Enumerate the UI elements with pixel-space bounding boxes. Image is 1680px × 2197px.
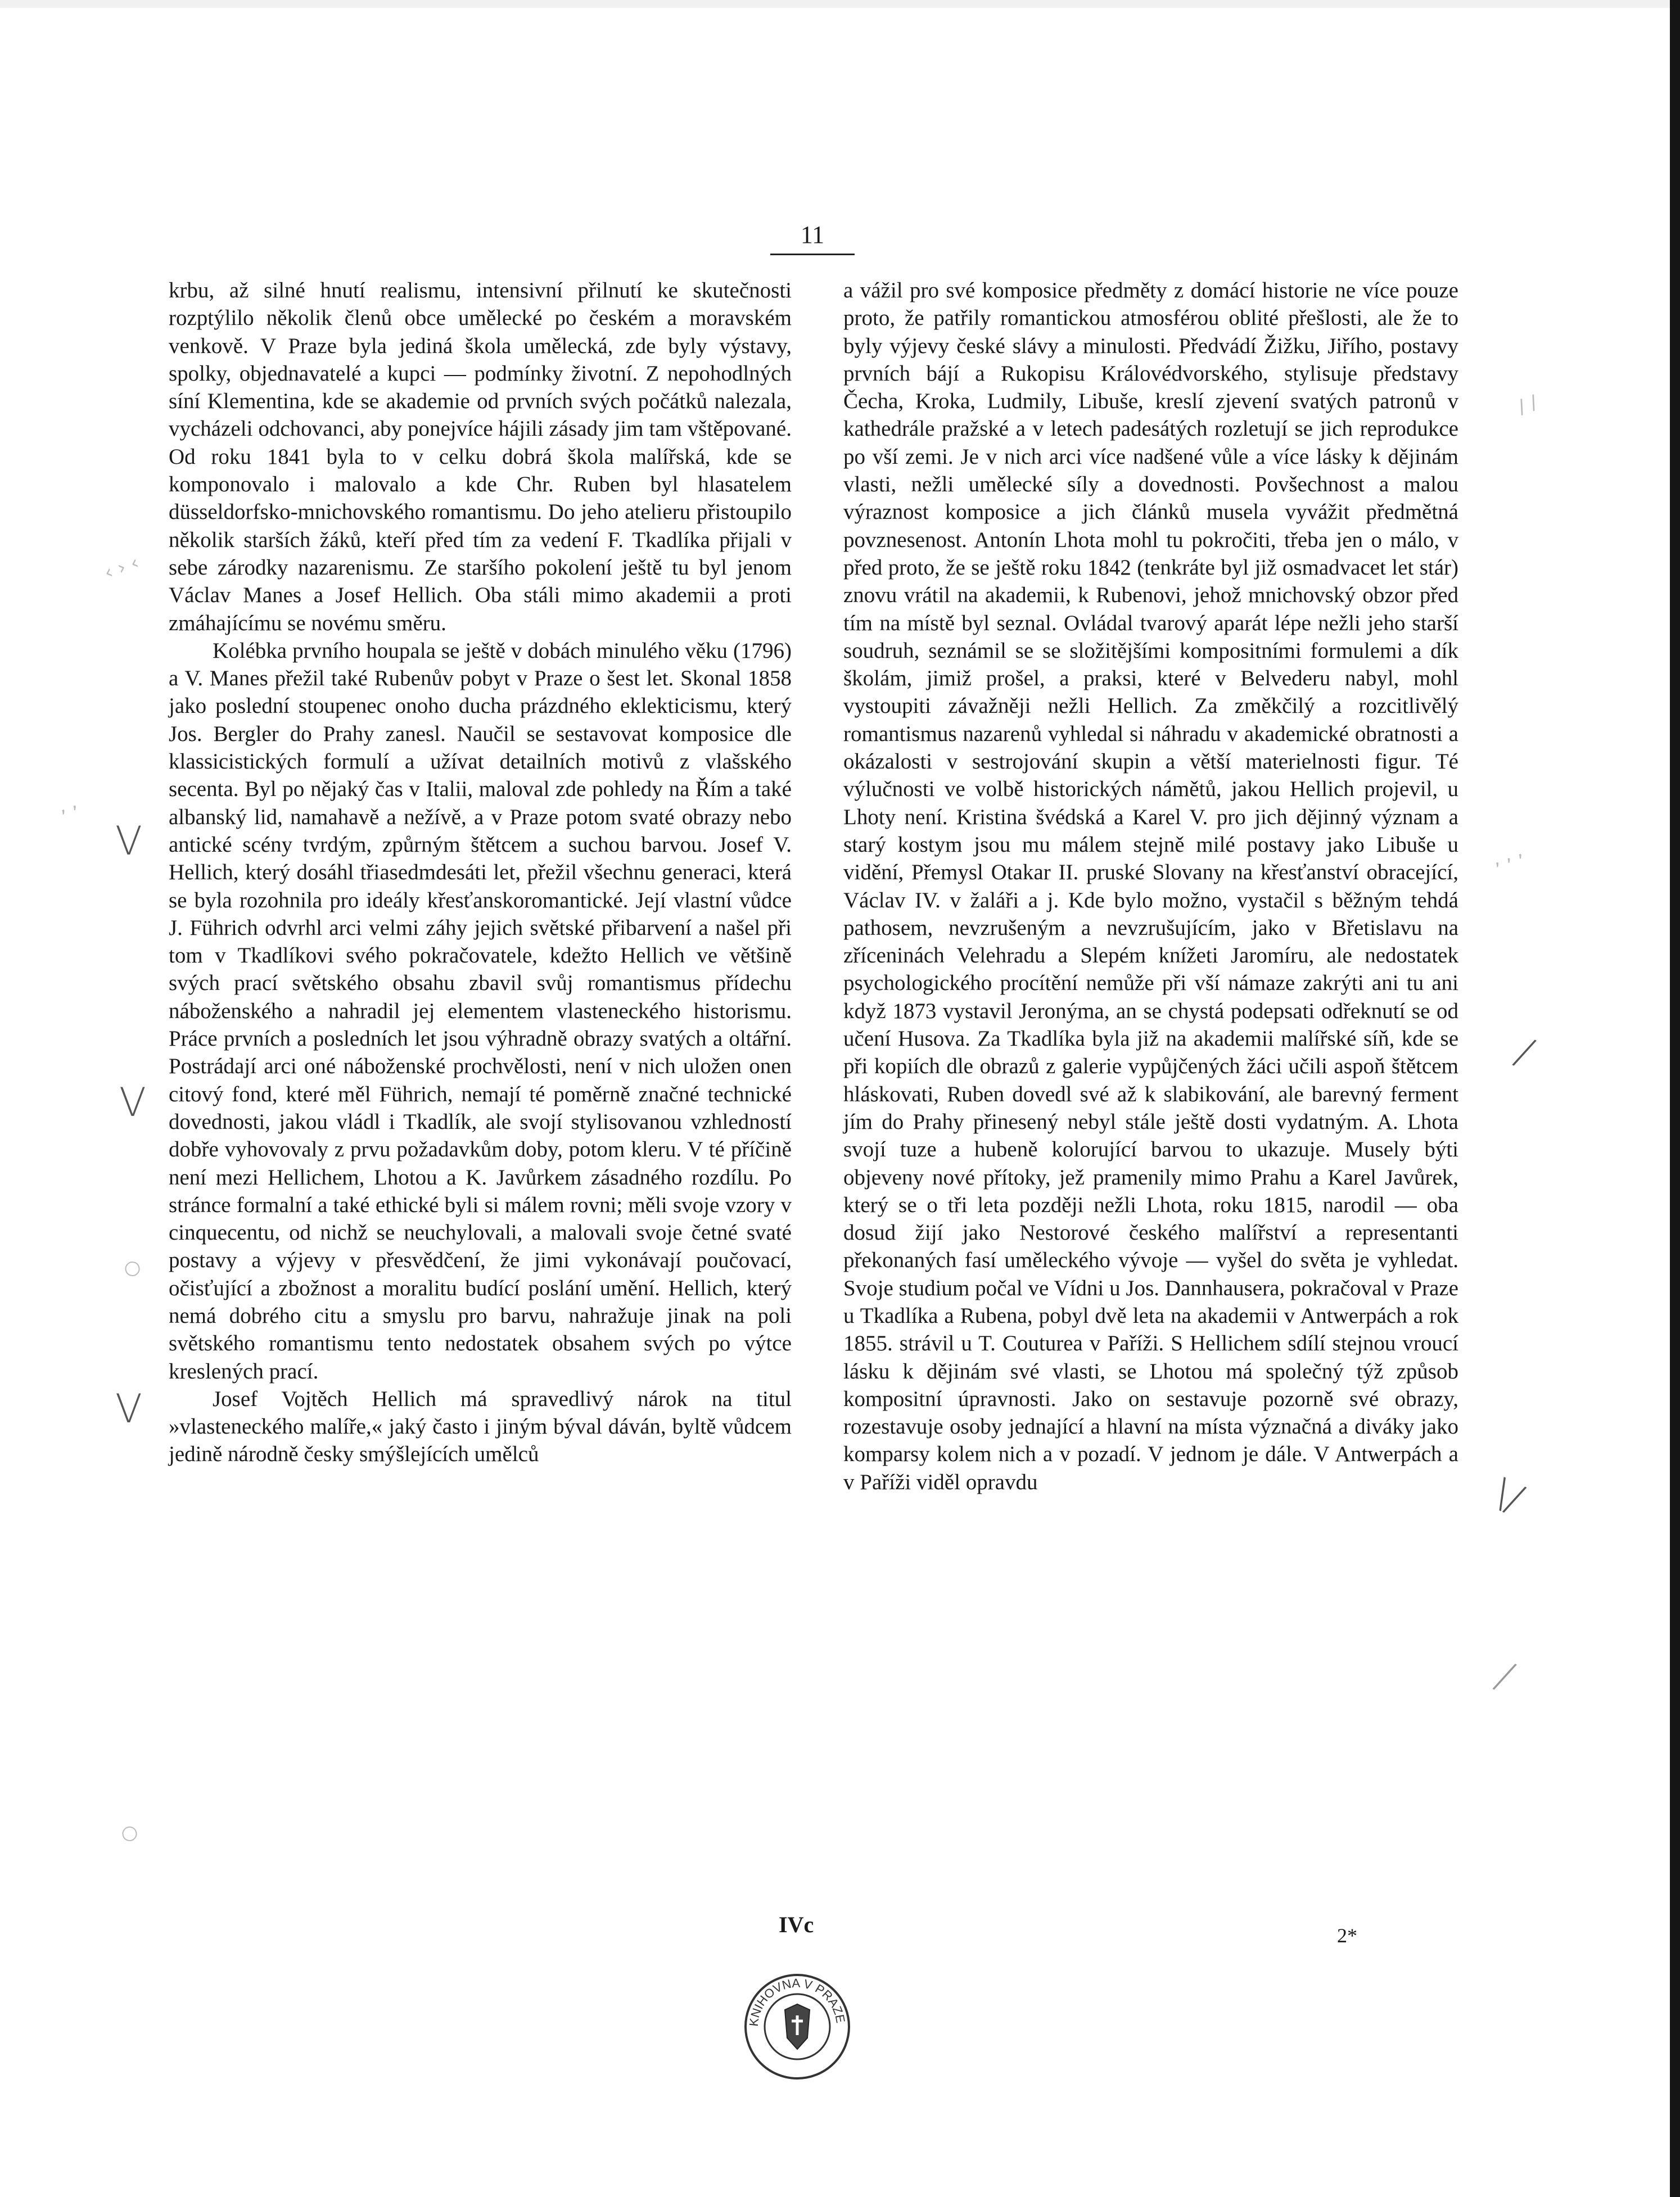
- faint-pencil-mark: ʼ ʼ ʼ: [1492, 849, 1529, 882]
- sheet-mark: 2*: [1337, 1924, 1357, 1947]
- scan-right-edge: [1670, 0, 1680, 2197]
- signature-mark: IVc: [779, 1912, 814, 1937]
- margin-checkmark: V: [115, 818, 142, 864]
- stamp-text: KNIHOVNA V PRAZE: [746, 1976, 848, 2027]
- faint-pencil-mark: ○: [120, 1254, 144, 1281]
- page-number: 11: [770, 220, 855, 255]
- left-paragraph-1: krbu, až silné hnutí realismu, intensivní přilnutí ke skutečnosti rozptýlilo několik členů obce umělecké po českém a moravském venkově. V Praze byla jediná škola umělecká, zde byly výstavy, spolky, objednavatelé a kupci — podmínky životní. Z nepohodlných síní Klementina, kde se akademie od prvních svých počátků nalezala, vycházeli odchovanci, aby ponejvíce hájili zásady jim tam vštěpované. Od roku 1841 byla to v celku dobrá škola malířská, kde se komponovalo i malovalo a kde Chr. Ruben byl hlasatelem düsseldorfsko-mnichovského romantismu. Do jeho atelieru přistoupilo několik starších žáků, kteří před tím za vedení F. Tkadlíka přijali v sebe zárodky nazarenismu. Ze staršího pokolení ještě tu byl jenom Václav Manes a Josef Hellich. Oba stáli mimo akademii a proti zmáhajícímu se novému směru.: [169, 278, 792, 635]
- margin-checkmark: V: [119, 1079, 146, 1125]
- margin-checkmark: /: [1489, 1652, 1521, 1700]
- left-column: [169, 277, 792, 1468]
- left-paragraph-2: Kolébka prvního houpala se ještě v dobách minulého věku (1796) a V. Manes přežil také Rubenův pobyt v Praze o šest let. Skonal 1858 jako poslední stoupenec onoho ducha prázdného eklekticismu, který Jos. Bergler do Prahy zanesl. Naučil se sestavovat komposice dle klassicistických formulí a užívat detailních motivů z vlašského secenta. Byl po nějaký čas v Italii, maloval zde pohledy na Řím a také albanský lid, namahavě a nežívě, a v Praze potom svaté obrazy nebo antické scény tvrdým, způrným štětcem a suchou barvou. Josef V. Hellich, který dosáhl třiasedmdesáti let, přežil všechnu generaci, která se byla rozohnila pro ideály křesťanskoromantické. Její vlastní vůdce J. Führich odvrhl arci velmi záhy jejich světské přibarvení a našel při tom v Tkadlíkovi svého pokračovatele, kdežto Hellich ve většině svých prací světského obsahu zbavil svůj romantismus přídechu náboženského a nahradil jej elementem vlasteneckého historismu. Práce prvních a posledních let jsou výhradně obrazy svatých a oltářní. Postrádají arci oné náboženské prochvělosti, není v nich uložen onen citový fond, které měl Führich, nemají té poměrně značné technické dovednosti, jakou vládl i Tkadlík, ale svojí stylisovanou vzhledností dobře vyhovovaly z prvu požadavkům doby, potom kleru. V té příčině není mezi Hellichem, Lhotou a K. Javůrkem zásadného rozdílu. Po stránce formalní a také ethické byli si málem rovni; měli svoje vzory v cinquecentu, od nichž se neuchylovali, a malovali svoje četné svaté postavy a výjevy v přesvědčení, že jimi vykonávají poučovací, očisťující a zbožnost a moralitu budící poslání umění. Hellich, který nemá dobrého citu a smyslu pro barvu, nahražuje jinak na poli světského romantismu tento nedostatek obsahem svých po výtce kreslených prací.: [169, 638, 792, 1384]
- faint-pencil-mark: / /: [1515, 391, 1541, 419]
- margin-checkmark: V: [115, 1386, 142, 1432]
- library-stamp: [741, 1970, 853, 2083]
- right-column: [843, 277, 1458, 1496]
- left-paragraph-3: Josef Vojtěch Hellich má spravedlivý nárok na titul »vlasteneckého malíře,« jaký často i jiným býval dáván, byltě vůdcem jedině národně česky smýšlejících umělců: [169, 1386, 792, 1467]
- faint-pencil-mark: ʼ ʼ: [58, 801, 84, 829]
- faint-pencil-mark: ○: [118, 1819, 141, 1846]
- faint-pencil-mark: ‹ › ‹: [101, 551, 142, 585]
- margin-checkmark: /: [1509, 1028, 1541, 1076]
- right-paragraph-1: a vážil pro své komposice předměty z domácí historie ne více pouze proto, že patřily romantickou atmosférou oblité přešlosti, ale že to byly výjevy české slávy a minulosti. Předvádí Žižku, Jiřího, postavy prvních bájí a Rukopisu Královédvorského, stylisuje představy Čecha, Kroka, Ludmily, Libuše, kreslí zjevení svatých patronů v kathedrále pražské a v letech padesátých rozletují se jich reprodukce po vší zemi. Je v nich arci více nadšené vůle a více lásky k dějinám vlasti, nežli umělecké síly a dovednosti. Povšechnost a malou výraznost komposice a jich článků musela vyvážit předmětná povznesenost. Antonín Lhota mohl tu pokročiti, třeba jen o málo, v před proto, že se ještě roku 1842 (tenkráte byl již osmadvacet let stár) znovu vrátil na akademii, k Rubenovi, jehož mnichovský obzor před tím na místě byl seznal. Ovládal tvarový aparát lépe nežli jeho starší soudruh, seznámil se se složitějšími kompositními formulemi a dík školám, jimiž prošel, a praksi, které v Belvederu nabyl, mohl vystoupiti závažněji nežli Hellich. Za změkčilý a rozcitlivělý romantismus nazarenů vyhledal si náhradu v akademické obratnosti a okázalosti v sestrojování skupin a větší materielnosti figur. Té výlučnosti ve volbě historických námětů, jakou Hellich projevil, u Lhoty není. Kristina švédská a Karel V. pro jich dějinný význam a starý kostym jsou mu málem stejně milé postavy jako Libuše u vidění, Přemysl Otakar II. pruské Slovany na křesťanství obracející, Václav IV. v žaláři a j. Kde bylo možno, vystačil s běžným tehdá pathosem, nevzrušeným a nevzrušujícím, jako v Břetislavu na zříceninách Velehradu a Slepém knížeti Jaromíru, ale nedostatek psychologického procítění nemůže při vší námaze zakrýti ani tu ani když 1873 vystavil Jeronýma, an se chystá podepsati odřeknutí se od učení Husova. Za Tkadlíka byla již na akademii malířské síň, kde se při kopiích dle obrazů z galerie vypůjčených žáci učili aspoň štětcem hláskovati, Ruben dovedl své až k slabikování, ale barevný ferment jím do Prahy přinesený nebyl stále ještě dosti vydatným. A. Lhota svojí tuze a hubeně kolorující barvou to ukazuje. Musely býti objeveny nové přítoky, jež pramenily mimo Prahu a Karel Javůrek, který se o tři leta později nežli Lhota, roku 1815, narodil — oba dosud žijí jako Nestorové českého malířství a representanti překonaných fasí uměleckého vývoje — vyšel do světa je vyhledat. Svoje studium počal ve Vídni u Jos. Dannhausera, pokračoval v Praze u Tkadlíka a Rubena, pobyl dvě leta na akademii v Antwerpách a rok 1855. strávil u T. Couturea v Paříži. S Hellichem sdílí stejnou vroucí lásku k dějinám své vlasti, se Lhotou má společný týž způsob kompositní úpravnosti. Jako on sestavuje pozorně své obrazy, rozestavuje osoby jednající a hlavní na místa význačná a diváky jako komparsy kolem nich a v pozadí. V jednom je dále. V Antwerpách a v Paříži viděl opravdu: [843, 278, 1458, 1494]
- scan-top-edge: [0, 0, 1680, 8]
- margin-checkmark: \/: [1487, 1469, 1531, 1523]
